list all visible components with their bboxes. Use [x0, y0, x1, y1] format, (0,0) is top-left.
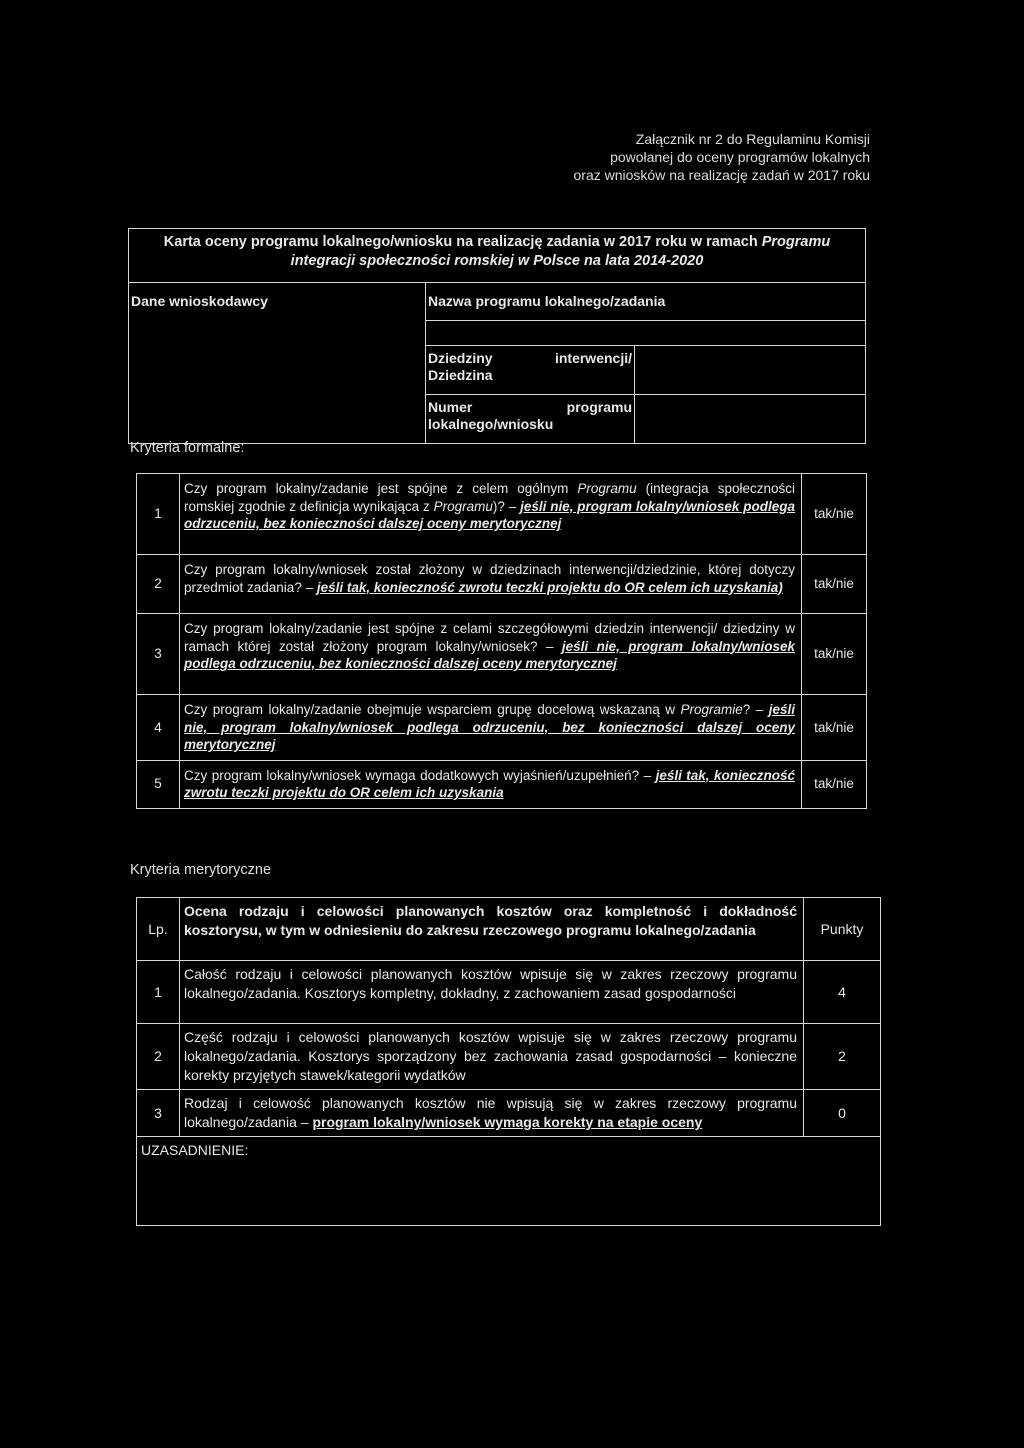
program-name-label: Nazwa programu lokalnego/zadania [428, 293, 666, 309]
formal-row-3: 3 Czy program lokalny/zadanie jest spójne z celami szczegółowymi dziedzin interwencji/ dziedziny w ramach której został złożony program lokalny/wniosek? – jeśli nie, program lokalny/wniosek podlega odrzuceniu, bez konieczności dalszej oceny merytorycznej tak/nie [137, 614, 867, 695]
applicant-data-cell[interactable] [129, 283, 426, 444]
column-header-lp: Lp. [137, 898, 180, 961]
number-label-cell: Numer programu lokalnego/wniosku [426, 395, 635, 444]
formal-criteria-label: Kryteria formalne: [130, 440, 245, 456]
answer-yes-no[interactable]: tak/nie [802, 555, 867, 614]
domains-label-cell: Dziedziny interwencji/ Dziedzina [426, 346, 635, 395]
merit-header-row [137, 898, 881, 961]
formal-row-2: 2 Czy program lokalny/wniosek został złożony w dziedzinach interwencji/dziedzinie, której dotyczy przedmiot zadania? – jeśli tak, konieczność zwrotu teczki projektu do OR celem ich uzyskania) tak/nie [137, 555, 867, 614]
merit-row-2: 2 Część rodzaju i celowości planowanych kosztów wpisuje się w zakres rzeczowy programu lokalnego/zadania. Kosztorys sporządzony bez zachowania zasad gospodarności – konieczne korekty przyjętych stawek/kategorii wydatków 2 [137, 1024, 881, 1090]
annex-note [450, 130, 870, 184]
merit-criteria-table [136, 897, 881, 1226]
answer-yes-no[interactable]: tak/nie [802, 474, 867, 555]
points-value[interactable]: 0 [804, 1090, 881, 1137]
answer-yes-no[interactable]: tak/nie [802, 760, 867, 808]
applicant-label: Dane wnioskodawcy [131, 293, 268, 309]
justification-field[interactable] [137, 1137, 881, 1226]
program-name-field[interactable] [426, 321, 866, 346]
formal-row-1: 1 Czy program lokalny/zadanie jest spójne z celem ogólnym Programu (integracja społeczności romskiej zgodnie z definicja wynikająca z Programu)? – jeśli nie, program lokalny/wniosek podlega odrzuceniu, bez konieczności dalszej oceny merytorycznej tak/nie [137, 474, 867, 555]
answer-yes-no[interactable]: tak/nie [802, 614, 867, 695]
formal-row-5: 5 Czy program lokalny/wniosek wymaga dodatkowych wyjaśnień/uzupełnień? – jeśli tak, konieczność zwrotu teczki projektu do OR celem ich uzyskania tak/nie [137, 760, 867, 808]
formal-row-4: 4 Czy program lokalny/zadanie obejmuje wsparciem grupę docelową wskazaną w Programie? – jeśli nie, program lokalny/wniosek podlega odrzuceniu, bez konieczności dalszej oceny merytorycznej tak/nie [137, 695, 867, 761]
annex-line-1: Załącznik nr 2 do Regulaminu Komisji [635, 131, 870, 147]
column-header-points: Punkty [804, 898, 881, 961]
annex-line-3: oraz wniosków na realizację zadań w 2017 roku [573, 167, 870, 183]
domains-field[interactable] [635, 346, 866, 395]
justification-row [137, 1137, 881, 1226]
justification-label: UZASADNIENIE: [141, 1142, 249, 1158]
column-header-criteria: Ocena rodzaju i celowości planowanych kosztów oraz kompletność i dokładność kosztorysu, w tym w odniesieniu do zakresu rzeczowego programu lokalnego/zadania [180, 898, 804, 961]
number-field[interactable] [635, 395, 866, 444]
merit-row-1: 1 Całość rodzaju i celowości planowanych kosztów wpisuje się w zakres rzeczowy programu lokalnego/zadania. Kosztorys kompletny, dokładny, z zachowaniem zasad gospodarności 4 [137, 961, 881, 1024]
answer-yes-no[interactable]: tak/nie [802, 695, 867, 761]
header-table [128, 228, 866, 444]
program-name-cell [426, 283, 866, 321]
points-value[interactable]: 2 [804, 1024, 881, 1090]
formal-criteria-table [136, 473, 867, 809]
points-value[interactable]: 4 [804, 961, 881, 1024]
merit-criteria-label: Kryteria merytoryczne [130, 862, 272, 878]
form-title: Karta oceny programu lokalnego/wniosku na realizację zadania w 2017 roku w ramach Programu integracji społeczności romskiej w Polsce na lata 2014-2020 [129, 229, 866, 283]
annex-line-2: powołanej do oceny programów lokalnych [610, 149, 870, 165]
merit-row-3: 3 Rodzaj i celowość planowanych kosztów nie wpisują się w zakres rzeczowy programu lokalnego/zadania – program lokalny/wniosek wymaga korekty na etapie oceny 0 [137, 1090, 881, 1137]
